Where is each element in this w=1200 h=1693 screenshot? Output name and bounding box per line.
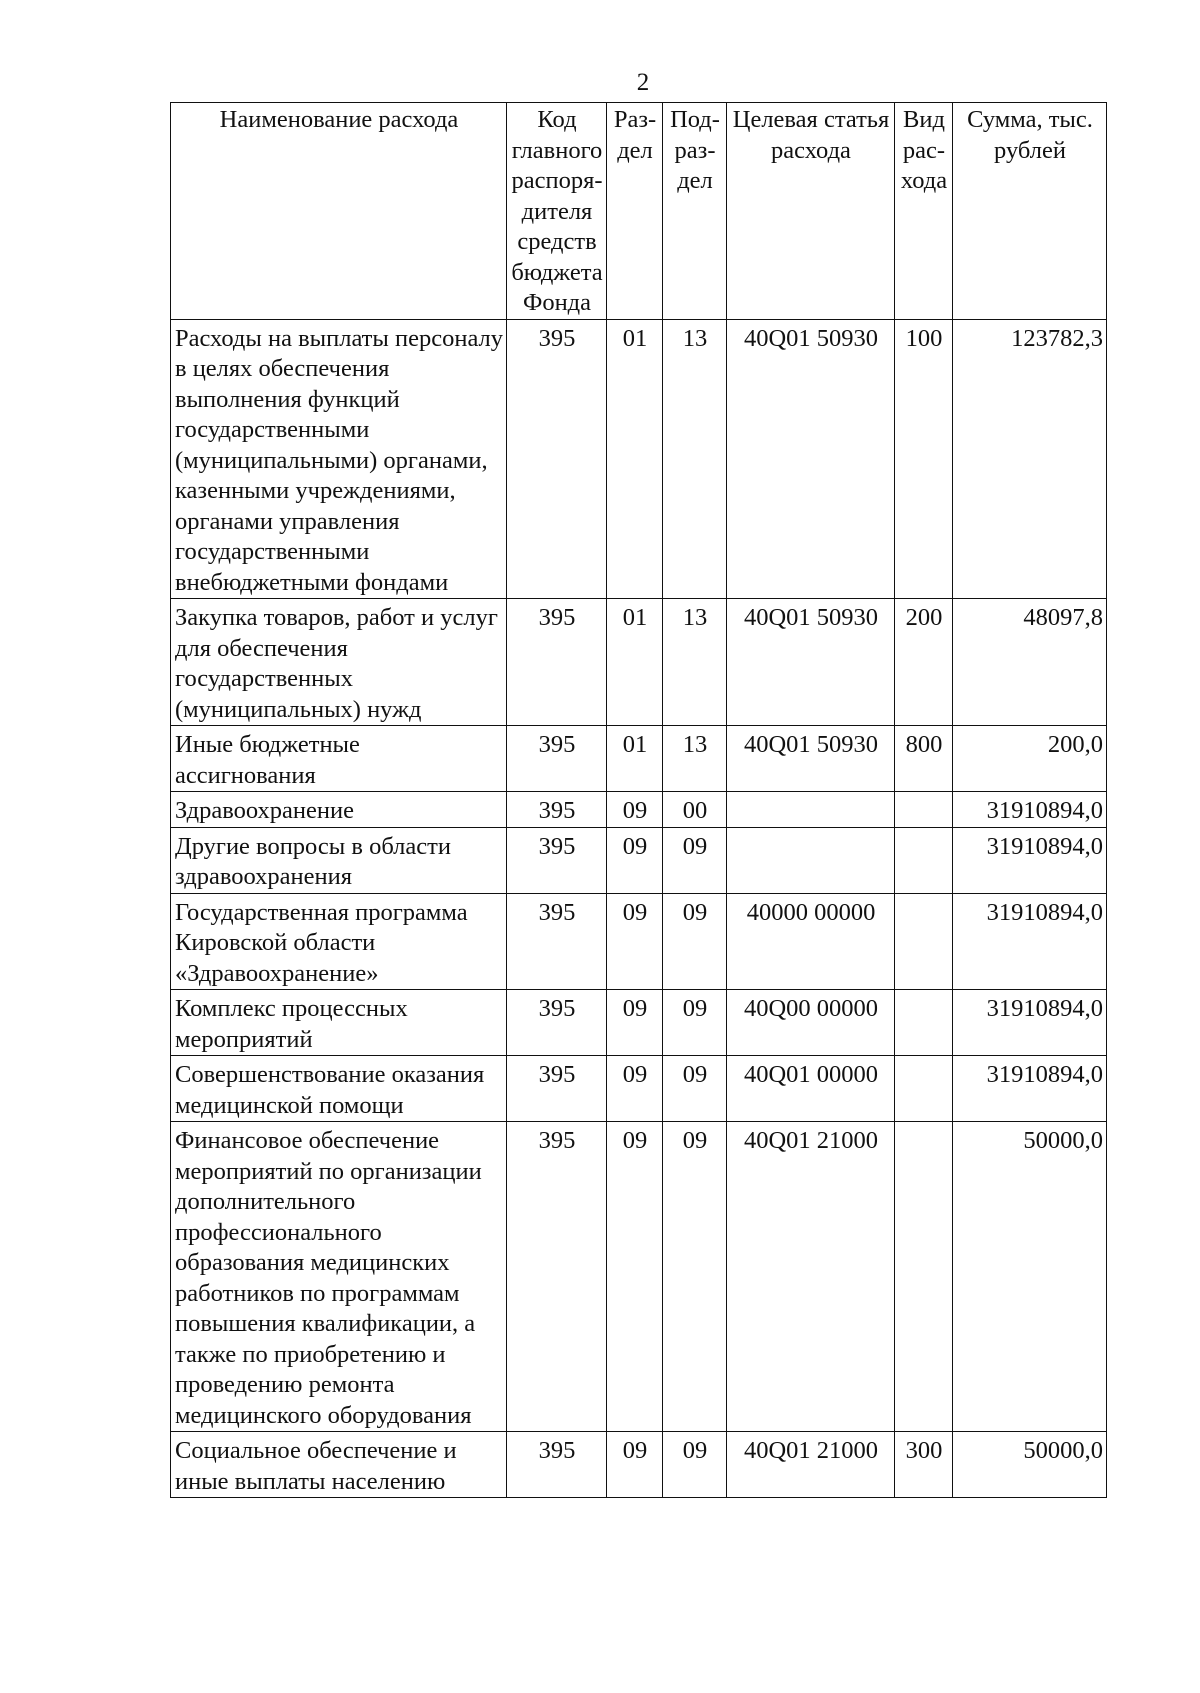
subsection-cell: 00 [663,792,727,828]
sum-cell: 50000,0 [953,1122,1107,1432]
subsection-cell: 09 [663,1122,727,1432]
target-article-cell: 40Q01 50930 [727,319,895,599]
subsection-cell: 13 [663,319,727,599]
header-expense-type: Вид рас-хода [895,103,953,320]
header-target-article: Целевая статья расхода [727,103,895,320]
expense-type-cell [895,1056,953,1122]
table-row [171,599,1107,726]
header-subsection: Под-раз-дел [663,103,727,320]
expense-type-cell: 100 [895,319,953,599]
target-article-cell: 40Q00 00000 [727,990,895,1056]
administrator-code-cell: 395 [507,990,607,1056]
expense-name-cell: Государственная программа Кировской области «Здравоохранение» [171,893,507,990]
target-article-cell: 40Q01 50930 [727,726,895,792]
sum-cell: 50000,0 [953,1432,1107,1498]
subsection-cell: 09 [663,893,727,990]
section-cell: 09 [607,1056,663,1122]
expense-type-cell [895,792,953,828]
sum-cell: 48097,8 [953,599,1107,726]
target-article-cell: 40Q01 21000 [727,1432,895,1498]
expense-type-cell [895,827,953,893]
section-cell: 01 [607,319,663,599]
administrator-code-cell: 395 [507,1056,607,1122]
sum-cell: 200,0 [953,726,1107,792]
expense-type-cell [895,1122,953,1432]
expense-type-cell: 300 [895,1432,953,1498]
expense-type-cell [895,990,953,1056]
header-section: Раз-дел [607,103,663,320]
administrator-code-cell: 395 [507,893,607,990]
table-row [171,792,1107,828]
subsection-cell: 09 [663,1432,727,1498]
subsection-cell: 09 [663,1056,727,1122]
administrator-code-cell: 395 [507,599,607,726]
section-cell: 01 [607,599,663,726]
target-article-cell: 40Q01 50930 [727,599,895,726]
expense-name-cell: Другие вопросы в области здравоохранения [171,827,507,893]
subsection-cell: 13 [663,599,727,726]
section-cell: 09 [607,990,663,1056]
expense-type-cell: 800 [895,726,953,792]
table-row [171,990,1107,1056]
sum-cell: 31910894,0 [953,792,1107,828]
table-row [171,1122,1107,1432]
expense-name-cell: Совершенствование оказания медицинской помощи [171,1056,507,1122]
target-article-cell: 40Q01 21000 [727,1122,895,1432]
table-row [171,827,1107,893]
administrator-code-cell: 395 [507,792,607,828]
expense-name-cell: Иные бюджетные ассигнования [171,726,507,792]
header-administrator-code [507,103,607,320]
header-sum: Сумма, тыс. рублей [953,103,1107,320]
section-cell: 09 [607,792,663,828]
administrator-code-cell: 395 [507,1122,607,1432]
sum-cell: 31910894,0 [953,1056,1107,1122]
header-expense-name: Наименование расхода [171,103,507,320]
table-header [171,103,1107,320]
target-article-cell [727,827,895,893]
target-article-cell [727,792,895,828]
subsection-cell: 09 [663,827,727,893]
table-row [171,726,1107,792]
administrator-code-cell: 395 [507,319,607,599]
table-row [171,319,1107,599]
expense-type-cell [895,893,953,990]
table-body [171,319,1107,1498]
subsection-cell: 13 [663,726,727,792]
expense-name-cell: Финансовое обеспечение мероприятий по организации дополнительного профессионального образования медицинских работников по программам повышения квалификации, а также по приобретению и проведению ремонта медицинского оборудования [171,1122,507,1432]
section-cell: 09 [607,1432,663,1498]
target-article-cell: 40Q01 00000 [727,1056,895,1122]
sum-cell: 31910894,0 [953,827,1107,893]
table-row [171,1432,1107,1498]
administrator-code-cell: 395 [507,827,607,893]
expense-name-cell: Закупка товаров, работ и услуг для обеспечения государственных (муниципальных) нужд [171,599,507,726]
table-row [171,1056,1107,1122]
target-article-cell: 40000 00000 [727,893,895,990]
expense-name-cell: Расходы на выплаты персоналу в целях обеспечения выполнения функций государственными (муниципальными) органами, казенными учреждениями, органами управления государственными внебюджетными фондами [171,319,507,599]
sum-cell: 31910894,0 [953,893,1107,990]
expense-name-cell: Комплекс процессных мероприятий [171,990,507,1056]
page-number: 2 [636,69,650,96]
expense-name-cell: Социальное обеспечение и иные выплаты населению [171,1432,507,1498]
sum-cell: 31910894,0 [953,990,1107,1056]
section-cell: 09 [607,1122,663,1432]
administrator-code-cell: 395 [507,1432,607,1498]
section-cell: 09 [607,893,663,990]
administrator-code-cell: 395 [507,726,607,792]
table-row [171,893,1107,990]
sum-cell: 123782,3 [953,319,1107,599]
expense-name-cell: Здравоохранение [171,792,507,828]
header-administrator-code-label: Код главного распоря-дителя средств бюджета Фонда [511,106,603,316]
expense-type-cell: 200 [895,599,953,726]
subsection-cell: 09 [663,990,727,1056]
section-cell: 09 [607,827,663,893]
header-row [171,103,1107,320]
budget-expenditure-table [170,102,1107,1498]
section-cell: 01 [607,726,663,792]
